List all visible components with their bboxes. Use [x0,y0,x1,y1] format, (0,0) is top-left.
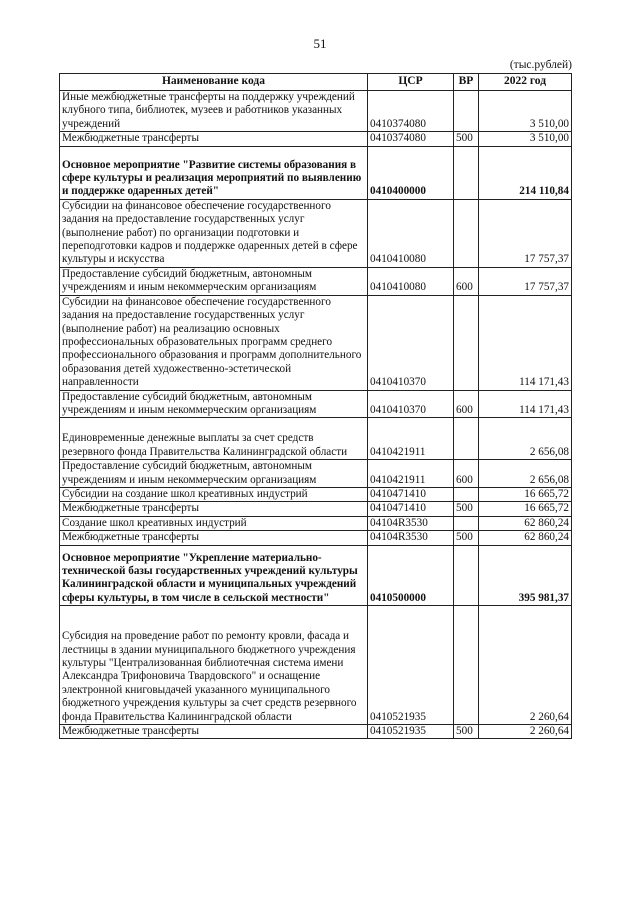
row-name: Основное мероприятие "Укрепление материально-технической базы государственных учреждений культуры Калининградской области и муниципальных учреждений сферы культуры, в том числе в сельской местности" [60,545,368,606]
row-vr: 500 [454,502,479,516]
table-row [60,132,572,146]
table-row [60,267,572,295]
row-sum: 16 665,72 [479,487,572,501]
row-vr: 500 [454,132,479,146]
row-name: Создание школ креативных индустрий [60,516,368,530]
row-name: Межбюджетные трансферты [60,132,368,146]
row-name: Межбюджетные трансферты [60,531,368,545]
table-row [60,199,572,267]
row-name: Предоставление субсидий бюджетным, автономным учреждениям и иным некоммерческим организациям [60,460,368,488]
row-sum: 114 171,43 [479,390,572,418]
row-name: Субсидия на проведение работ по ремонту кровли, фасада и лестницы в здании муниципального бюджетного учреждения культуры "Централизованная библиотечная система имени Александра Трифоновича Твардовского" и оснащение электронной книговыдачей указанного муниципального бюджетного учреждения культуры за счет средств резервного фонда Правительства Калининградской области [60,606,368,725]
row-sum: 2 656,08 [479,418,572,460]
table-row [60,725,572,739]
row-sum: 114 171,43 [479,295,572,390]
table-row [60,418,572,460]
table-header-row [60,74,572,91]
row-vr [454,606,479,725]
row-vr [454,516,479,530]
row-csr: 0410471410 [368,502,454,516]
row-name: Субсидии на финансовое обеспечение государственного задания на предоставление государственных услуг (выполнение работ) по организации подготовки и переподготовки кадров и поддержке одаренных детей в сфере культуры и искусства [60,199,368,267]
row-name: Основное мероприятие "Развитие системы образования в сфере культуры и реализация мероприятий по выявлению и поддержке одаренных детей" [60,146,368,199]
row-csr: 0410471410 [368,487,454,501]
header-sum: 2022 год [479,74,572,91]
row-name: Единовременные денежные выплаты за счет средств резервного фонда Правительства Калининградской области [60,418,368,460]
row-csr: 0410410370 [368,295,454,390]
row-sum: 16 665,72 [479,502,572,516]
row-vr: 500 [454,725,479,739]
units-note: (тыс.рублей) [509,59,572,71]
row-vr [454,487,479,501]
row-sum: 2 260,64 [479,725,572,739]
row-vr [454,545,479,606]
table-row-main-event [60,146,572,199]
row-vr [454,91,479,132]
row-name: Иные межбюджетные трансферты на поддержку учреждений клубного типа, библиотек, музеев и работников указанных учреждений [60,91,368,132]
row-sum: 2 656,08 [479,460,572,488]
row-csr: 04104R3530 [368,516,454,530]
row-sum: 62 860,24 [479,531,572,545]
row-csr: 0410421911 [368,460,454,488]
row-sum: 3 510,00 [479,132,572,146]
row-sum: 17 757,37 [479,267,572,295]
header-vr: ВР [454,74,479,91]
row-csr: 0410410080 [368,199,454,267]
row-sum: 17 757,37 [479,199,572,267]
row-name: Межбюджетные трансферты [60,725,368,739]
row-csr: 0410410370 [368,390,454,418]
header-csr: ЦСР [368,74,454,91]
table-row [60,295,572,390]
row-csr: 0410400000 [368,146,454,199]
header-name: Наименование кода [60,74,368,91]
row-csr: 04104R3530 [368,531,454,545]
row-name: Субсидии на финансовое обеспечение государственного задания на предоставление государственных услуг (выполнение работ) на реализацию основных профессиональных образовательных программ среднего профессионального образования и программ дополнительного образования детей художественно-эстетической направленности [60,295,368,390]
table-row [60,91,572,132]
row-vr: 500 [454,531,479,545]
row-sum: 62 860,24 [479,516,572,530]
row-vr: 600 [454,390,479,418]
row-name: Предоставление субсидий бюджетным, автономным учреждениям и иным некоммерческим организациям [60,267,368,295]
row-csr: 0410521935 [368,606,454,725]
row-sum: 214 110,84 [479,146,572,199]
row-vr [454,418,479,460]
row-csr: 0410374080 [368,132,454,146]
table-row [60,502,572,516]
row-sum: 395 981,37 [479,545,572,606]
table-row-main-event [60,545,572,606]
row-csr: 0410410080 [368,267,454,295]
table-row [60,390,572,418]
row-csr: 0410521935 [368,725,454,739]
table-row [60,516,572,530]
table-row [60,606,572,725]
table-row [60,531,572,545]
row-name: Субсидии на создание школ креативных индустрий [60,487,368,501]
row-vr: 600 [454,460,479,488]
row-csr: 0410500000 [368,545,454,606]
row-csr: 0410421911 [368,418,454,460]
row-vr [454,146,479,199]
row-name: Предоставление субсидий бюджетным, автономным учреждениям и иным некоммерческим организациям [60,390,368,418]
row-vr [454,295,479,390]
row-name: Межбюджетные трансферты [60,502,368,516]
row-vr: 600 [454,267,479,295]
table-row [60,487,572,501]
row-sum: 2 260,64 [479,606,572,725]
table-row [60,460,572,488]
page-number: 51 [313,36,327,51]
row-csr: 0410374080 [368,91,454,132]
row-sum: 3 510,00 [479,91,572,132]
budget-table [59,73,572,739]
row-vr [454,199,479,267]
